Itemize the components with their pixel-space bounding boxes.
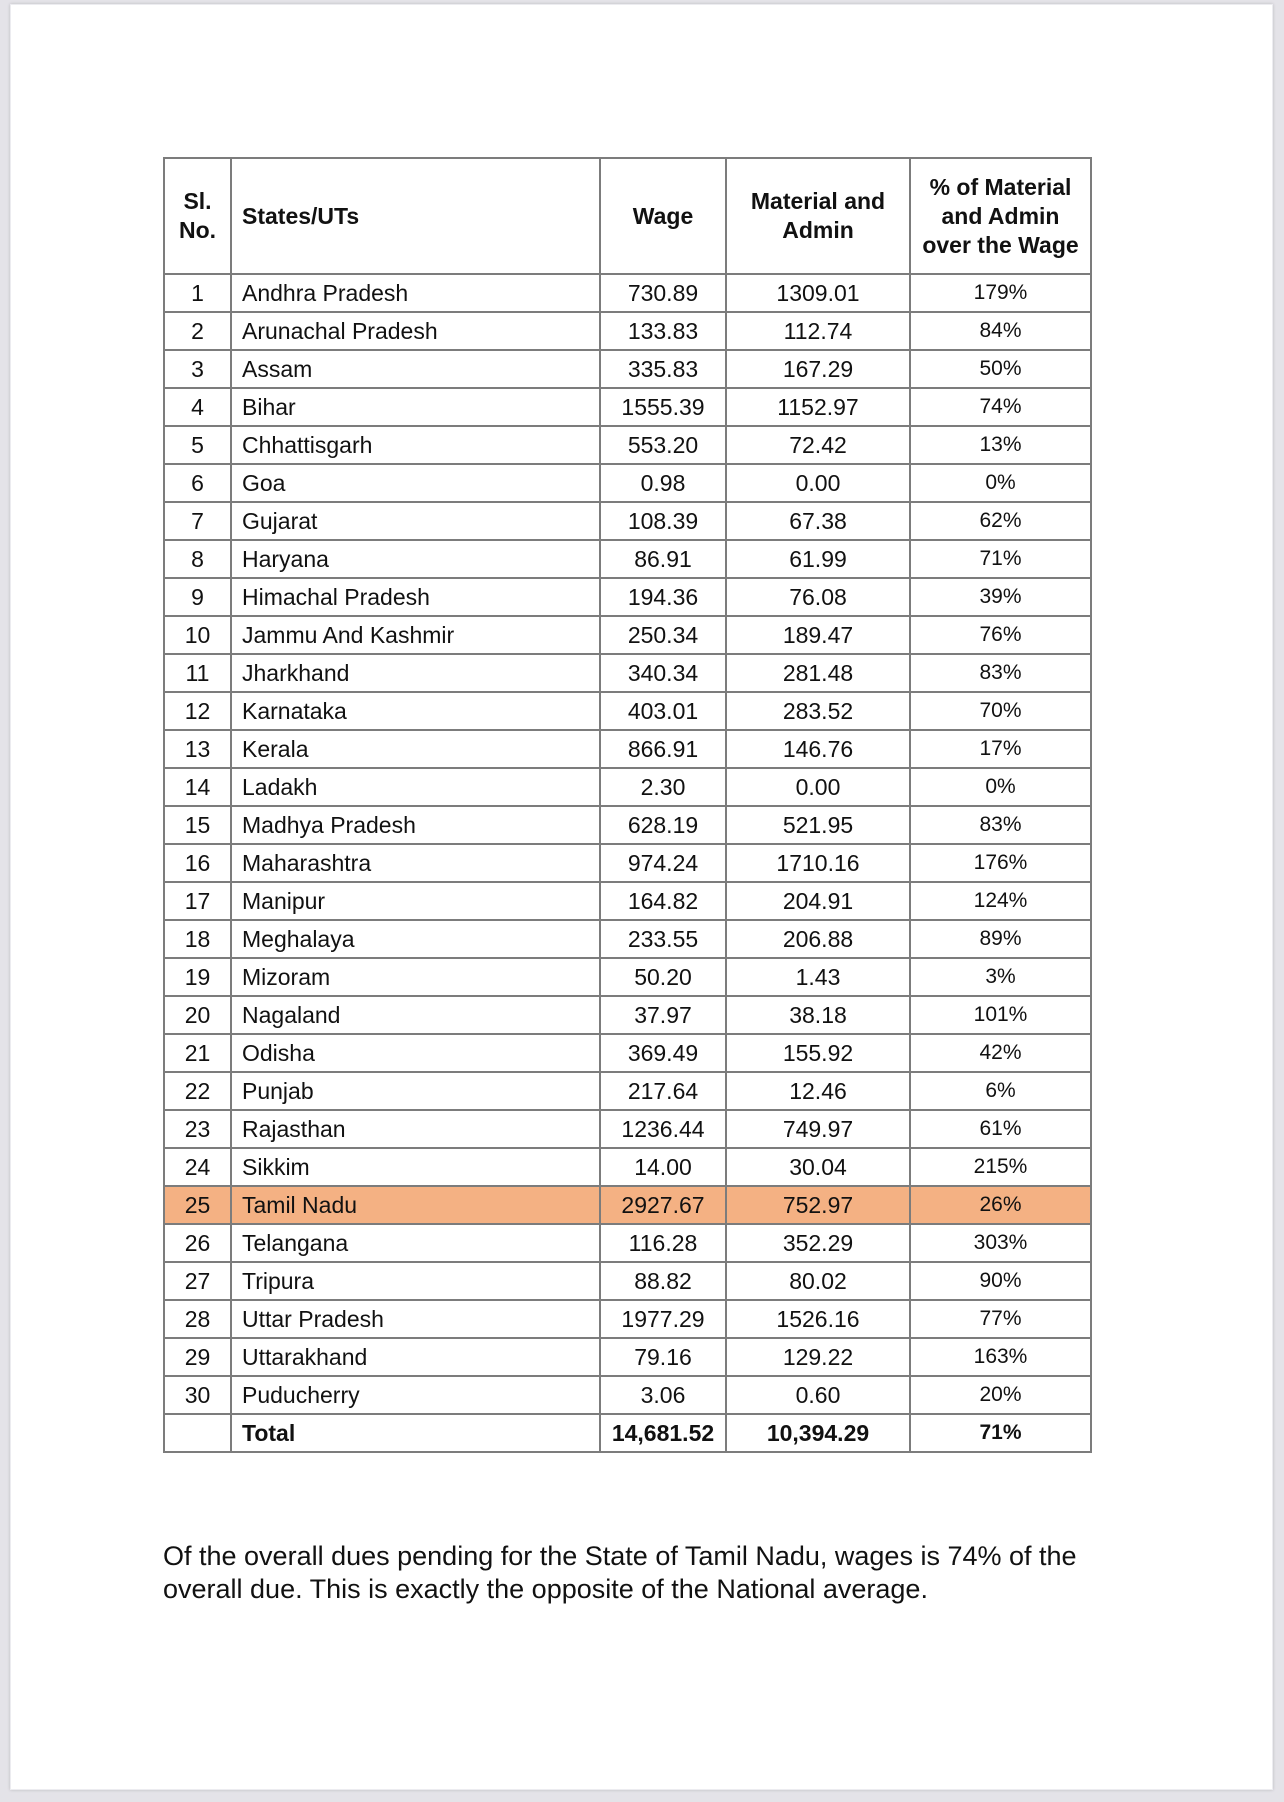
- material-admin-cell: 61.99: [726, 540, 910, 578]
- material-admin-cell: 38.18: [726, 996, 910, 1034]
- sl-no-cell: 8: [164, 540, 231, 578]
- pct-cell: 83%: [910, 806, 1091, 844]
- material-admin-cell: 167.29: [726, 350, 910, 388]
- pct-cell: 42%: [910, 1034, 1091, 1072]
- material-admin-cell: 155.92: [726, 1034, 910, 1072]
- sl-no-cell: 11: [164, 654, 231, 692]
- state-cell: Mizoram: [231, 958, 600, 996]
- wage-cell: 194.36: [600, 578, 726, 616]
- table-row: [164, 654, 1091, 692]
- pct-cell: 20%: [910, 1376, 1091, 1414]
- pct-cell: 13%: [910, 426, 1091, 464]
- material-admin-cell: 112.74: [726, 312, 910, 350]
- state-cell: Arunachal Pradesh: [231, 312, 600, 350]
- table-row: [164, 388, 1091, 426]
- wage-cell: 1236.44: [600, 1110, 726, 1148]
- sl-no-cell: 22: [164, 1072, 231, 1110]
- sl-no-cell: 25: [164, 1186, 231, 1224]
- wage-cell: 0.98: [600, 464, 726, 502]
- state-cell: Maharashtra: [231, 844, 600, 882]
- material-admin-cell: 72.42: [726, 426, 910, 464]
- material-admin-cell: 0.60: [726, 1376, 910, 1414]
- wage-cell: 50.20: [600, 958, 726, 996]
- material-admin-cell: 1526.16: [726, 1300, 910, 1338]
- state-cell: Himachal Pradesh: [231, 578, 600, 616]
- state-cell: Kerala: [231, 730, 600, 768]
- material-admin-cell: 146.76: [726, 730, 910, 768]
- table-row: [164, 1376, 1091, 1414]
- table-row: [164, 350, 1091, 388]
- total-label: Total: [231, 1414, 600, 1452]
- table-row: [164, 502, 1091, 540]
- sl-no-cell: 1: [164, 274, 231, 312]
- sl-no-cell: 29: [164, 1338, 231, 1376]
- wage-cell: 233.55: [600, 920, 726, 958]
- wage-cell: 1977.29: [600, 1300, 726, 1338]
- table-row: [164, 1148, 1091, 1186]
- table-row: [164, 312, 1091, 350]
- wage-cell: 730.89: [600, 274, 726, 312]
- state-cell: Sikkim: [231, 1148, 600, 1186]
- pct-cell: 74%: [910, 388, 1091, 426]
- table-row: [164, 882, 1091, 920]
- wage-cell: 866.91: [600, 730, 726, 768]
- state-cell: Chhattisgarh: [231, 426, 600, 464]
- sl-no-cell: 14: [164, 768, 231, 806]
- wage-cell: 335.83: [600, 350, 726, 388]
- sl-no-cell: 3: [164, 350, 231, 388]
- state-cell: Uttarakhand: [231, 1338, 600, 1376]
- state-cell: Puducherry: [231, 1376, 600, 1414]
- table-row: [164, 578, 1091, 616]
- pct-cell: 61%: [910, 1110, 1091, 1148]
- state-cell: Goa: [231, 464, 600, 502]
- sl-no-cell: 18: [164, 920, 231, 958]
- wage-cell: 88.82: [600, 1262, 726, 1300]
- state-cell: Jammu And Kashmir: [231, 616, 600, 654]
- table-row: [164, 1262, 1091, 1300]
- dues-table: [163, 157, 1092, 1453]
- sl-no-cell: 20: [164, 996, 231, 1034]
- pct-cell: 3%: [910, 958, 1091, 996]
- total-pct: 71%: [910, 1414, 1091, 1452]
- material-admin-cell: 76.08: [726, 578, 910, 616]
- pct-cell: 6%: [910, 1072, 1091, 1110]
- sl-no-cell: 17: [164, 882, 231, 920]
- table-row: [164, 540, 1091, 578]
- sl-no-cell: 28: [164, 1300, 231, 1338]
- state-cell: Jharkhand: [231, 654, 600, 692]
- state-cell: Haryana: [231, 540, 600, 578]
- table-row: [164, 1300, 1091, 1338]
- wage-cell: 217.64: [600, 1072, 726, 1110]
- pct-cell: 124%: [910, 882, 1091, 920]
- sl-no-cell: 24: [164, 1148, 231, 1186]
- wage-cell: 79.16: [600, 1338, 726, 1376]
- pct-cell: 90%: [910, 1262, 1091, 1300]
- table-row: [164, 1224, 1091, 1262]
- pct-cell: 101%: [910, 996, 1091, 1034]
- material-admin-cell: 80.02: [726, 1262, 910, 1300]
- pct-cell: 77%: [910, 1300, 1091, 1338]
- wage-cell: 250.34: [600, 616, 726, 654]
- wage-cell: 164.82: [600, 882, 726, 920]
- header-wage: Wage: [600, 158, 726, 274]
- table-row: [164, 274, 1091, 312]
- sl-no-cell: 19: [164, 958, 231, 996]
- pct-cell: 50%: [910, 350, 1091, 388]
- header-sl-no: Sl. No.: [164, 158, 231, 274]
- table-row: [164, 1034, 1091, 1072]
- table-row: [164, 1338, 1091, 1376]
- material-admin-cell: 352.29: [726, 1224, 910, 1262]
- material-admin-cell: 281.48: [726, 654, 910, 692]
- table-row: [164, 692, 1091, 730]
- material-admin-cell: 752.97: [726, 1186, 910, 1224]
- material-admin-cell: 1710.16: [726, 844, 910, 882]
- wage-cell: 1555.39: [600, 388, 726, 426]
- material-admin-cell: 12.46: [726, 1072, 910, 1110]
- table-row: [164, 1110, 1091, 1148]
- sl-no-cell: 9: [164, 578, 231, 616]
- wage-cell: 974.24: [600, 844, 726, 882]
- sl-no-cell: 21: [164, 1034, 231, 1072]
- table-row: [164, 426, 1091, 464]
- wage-cell: 628.19: [600, 806, 726, 844]
- table-row: [164, 844, 1091, 882]
- pct-cell: 163%: [910, 1338, 1091, 1376]
- material-admin-cell: 0.00: [726, 768, 910, 806]
- sl-no-cell: 12: [164, 692, 231, 730]
- sl-no-cell: 23: [164, 1110, 231, 1148]
- header-material-admin: Material and Admin: [726, 158, 910, 274]
- material-admin-cell: 0.00: [726, 464, 910, 502]
- pct-cell: 84%: [910, 312, 1091, 350]
- sl-no-cell: 10: [164, 616, 231, 654]
- pct-cell: 303%: [910, 1224, 1091, 1262]
- wage-cell: 133.83: [600, 312, 726, 350]
- pct-cell: 0%: [910, 464, 1091, 502]
- table-row-highlighted: [164, 1186, 1091, 1224]
- material-admin-cell: 30.04: [726, 1148, 910, 1186]
- header-pct: % of Material and Admin over the Wage: [910, 158, 1091, 274]
- pct-cell: 89%: [910, 920, 1091, 958]
- state-cell: Nagaland: [231, 996, 600, 1034]
- total-material: 10,394.29: [726, 1414, 910, 1452]
- wage-cell: 86.91: [600, 540, 726, 578]
- sl-no-cell: 27: [164, 1262, 231, 1300]
- pct-cell: 71%: [910, 540, 1091, 578]
- sl-no-cell: 7: [164, 502, 231, 540]
- state-cell: Odisha: [231, 1034, 600, 1072]
- state-cell: Telangana: [231, 1224, 600, 1262]
- state-cell: Bihar: [231, 388, 600, 426]
- wage-cell: 14.00: [600, 1148, 726, 1186]
- state-cell: Uttar Pradesh: [231, 1300, 600, 1338]
- material-admin-cell: 67.38: [726, 502, 910, 540]
- material-admin-cell: 283.52: [726, 692, 910, 730]
- table-row: [164, 616, 1091, 654]
- document-page: [10, 4, 1273, 1790]
- wage-cell: 3.06: [600, 1376, 726, 1414]
- sl-no-cell: 13: [164, 730, 231, 768]
- sl-no-cell: 15: [164, 806, 231, 844]
- pct-cell: 179%: [910, 274, 1091, 312]
- pct-cell: 76%: [910, 616, 1091, 654]
- state-cell: Andhra Pradesh: [231, 274, 600, 312]
- total-row: [164, 1414, 1091, 1452]
- total-no: [164, 1414, 231, 1452]
- material-admin-cell: 1.43: [726, 958, 910, 996]
- table-row: [164, 996, 1091, 1034]
- state-cell: Tripura: [231, 1262, 600, 1300]
- table-row: [164, 1072, 1091, 1110]
- material-admin-cell: 521.95: [726, 806, 910, 844]
- wage-cell: 2.30: [600, 768, 726, 806]
- material-admin-cell: 129.22: [726, 1338, 910, 1376]
- wage-cell: 37.97: [600, 996, 726, 1034]
- table-header-row: [164, 158, 1091, 274]
- pct-cell: 83%: [910, 654, 1091, 692]
- table-row: [164, 958, 1091, 996]
- table-row: [164, 806, 1091, 844]
- table-row: [164, 730, 1091, 768]
- state-cell: Rajasthan: [231, 1110, 600, 1148]
- material-admin-cell: 749.97: [726, 1110, 910, 1148]
- table-row: [164, 768, 1091, 806]
- state-cell: Karnataka: [231, 692, 600, 730]
- wage-cell: 553.20: [600, 426, 726, 464]
- material-admin-cell: 206.88: [726, 920, 910, 958]
- state-cell: Tamil Nadu: [231, 1186, 600, 1224]
- sl-no-cell: 2: [164, 312, 231, 350]
- sl-no-cell: 4: [164, 388, 231, 426]
- pct-cell: 39%: [910, 578, 1091, 616]
- material-admin-cell: 1309.01: [726, 274, 910, 312]
- sl-no-cell: 16: [164, 844, 231, 882]
- wage-cell: 369.49: [600, 1034, 726, 1072]
- table-row: [164, 464, 1091, 502]
- sl-no-cell: 30: [164, 1376, 231, 1414]
- state-cell: Punjab: [231, 1072, 600, 1110]
- caption-paragraph: Of the overall dues pending for the State of Tamil Nadu, wages is 74% of the overall due. This is exactly the opposite of the National average.: [163, 1541, 1077, 1604]
- material-admin-cell: 204.91: [726, 882, 910, 920]
- pct-cell: 176%: [910, 844, 1091, 882]
- total-wage: 14,681.52: [600, 1414, 726, 1452]
- state-cell: Ladakh: [231, 768, 600, 806]
- pct-cell: 215%: [910, 1148, 1091, 1186]
- pct-cell: 0%: [910, 768, 1091, 806]
- table-row: [164, 920, 1091, 958]
- pct-cell: 17%: [910, 730, 1091, 768]
- wage-cell: 108.39: [600, 502, 726, 540]
- state-cell: Gujarat: [231, 502, 600, 540]
- pct-cell: 26%: [910, 1186, 1091, 1224]
- header-state: States/UTs: [231, 158, 600, 274]
- state-cell: Madhya Pradesh: [231, 806, 600, 844]
- material-admin-cell: 1152.97: [726, 388, 910, 426]
- wage-cell: 2927.67: [600, 1186, 726, 1224]
- state-cell: Assam: [231, 350, 600, 388]
- pct-cell: 70%: [910, 692, 1091, 730]
- pct-cell: 62%: [910, 502, 1091, 540]
- sl-no-cell: 6: [164, 464, 231, 502]
- state-cell: Manipur: [231, 882, 600, 920]
- state-cell: Meghalaya: [231, 920, 600, 958]
- material-admin-cell: 189.47: [726, 616, 910, 654]
- sl-no-cell: 5: [164, 426, 231, 464]
- wage-cell: 403.01: [600, 692, 726, 730]
- wage-cell: 340.34: [600, 654, 726, 692]
- sl-no-cell: 26: [164, 1224, 231, 1262]
- wage-cell: 116.28: [600, 1224, 726, 1262]
